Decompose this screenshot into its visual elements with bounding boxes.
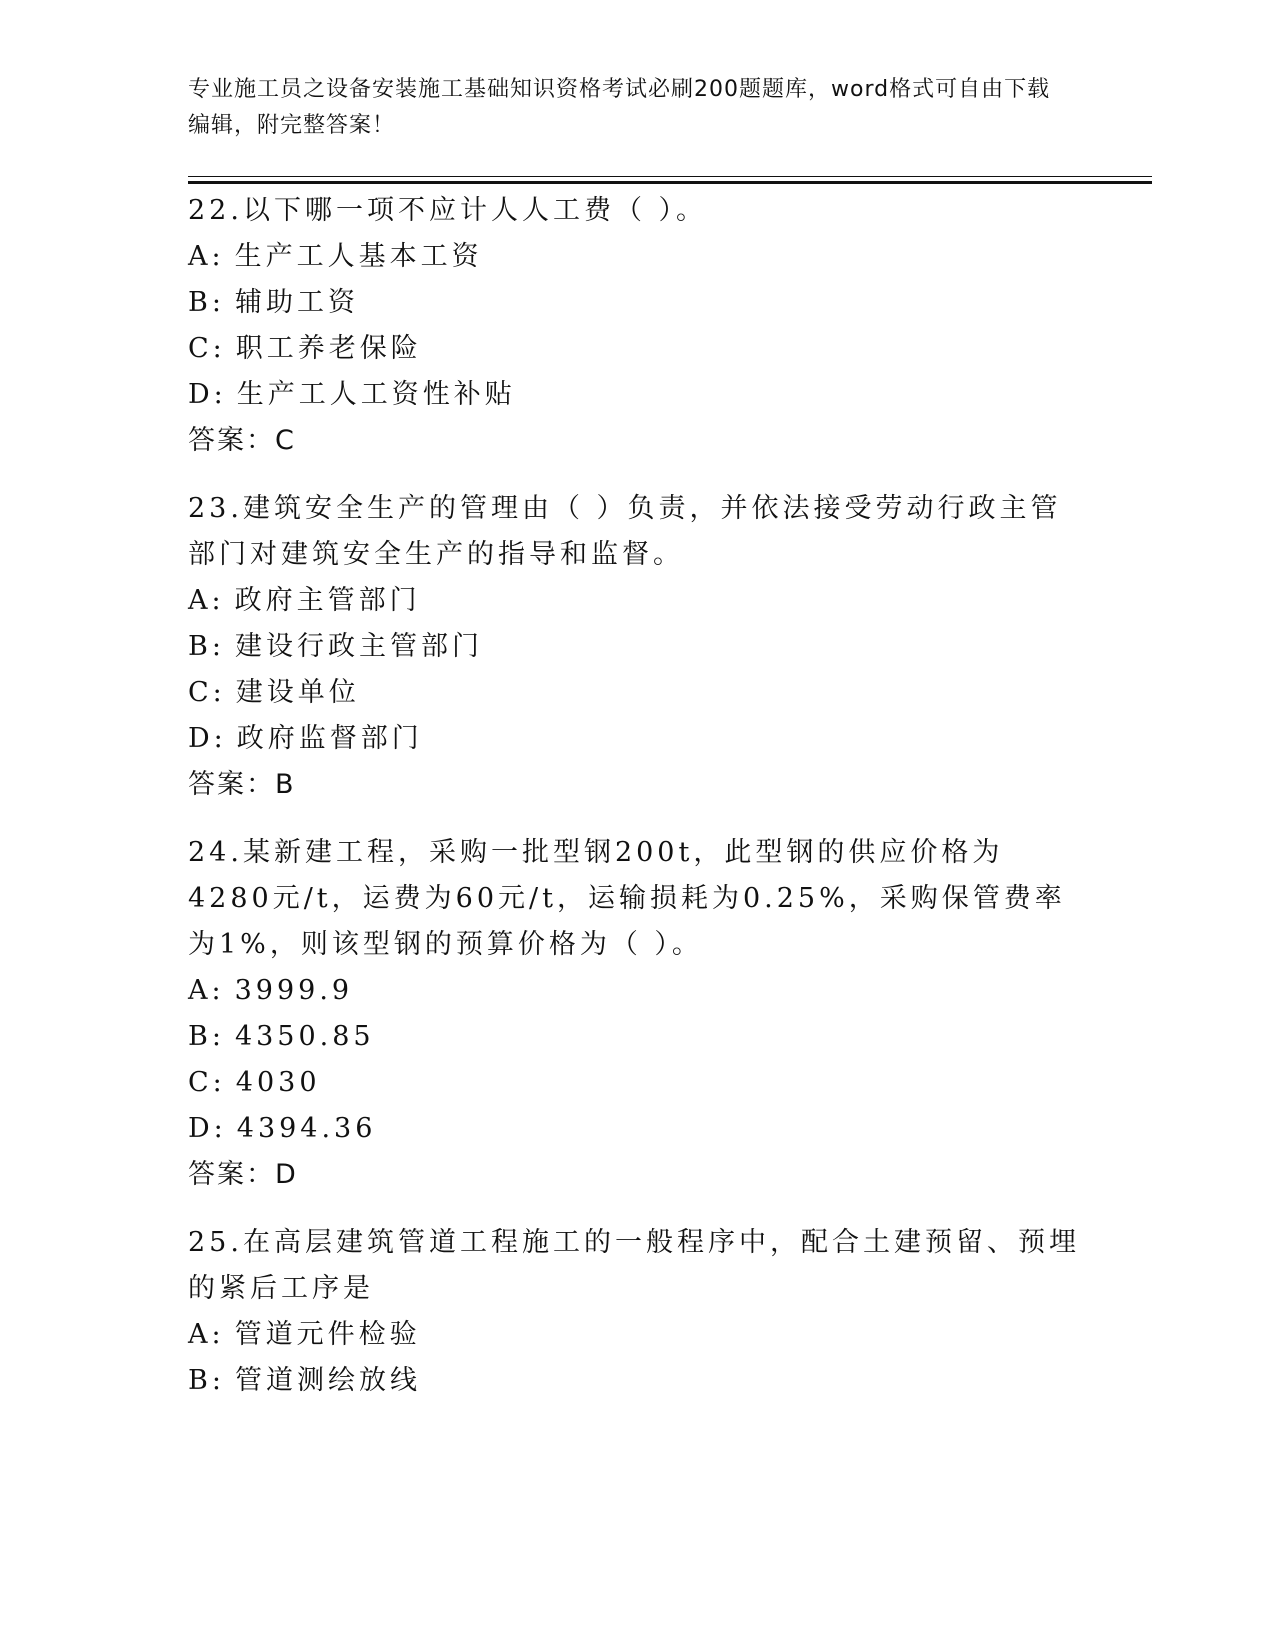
option-text: 4350.85 xyxy=(234,1021,375,1052)
option-text: 3999.9 xyxy=(234,975,354,1006)
question-text: 22.以下哪一项不应计人人工费（ ）。 xyxy=(188,195,708,226)
option-text: 管道元件检验 xyxy=(234,1319,421,1350)
option-c: C: 建设单位 xyxy=(188,670,1088,716)
option-text: 4394.36 xyxy=(236,1113,377,1144)
option-b: B: 辅助工资 xyxy=(188,280,1088,326)
option-key: D xyxy=(188,379,214,410)
answer-label: 答案：C xyxy=(188,425,296,456)
option-text: 政府主管部门 xyxy=(234,585,421,616)
option-text: 职工养老保险 xyxy=(235,333,422,364)
option-d: D: 政府监督部门 xyxy=(188,716,1088,762)
option-a: A: 管道元件检验 xyxy=(188,1312,1088,1358)
option-text: 4030 xyxy=(235,1067,321,1098)
answer-label: 答案：D xyxy=(188,1159,298,1190)
option-key: C xyxy=(188,677,213,708)
option-key: C xyxy=(188,1067,213,1098)
option-key: A xyxy=(188,585,212,616)
header-divider-thin xyxy=(188,176,1152,177)
option-text: 辅助工资 xyxy=(234,287,359,318)
option-d: D: 生产工人工资性补贴 xyxy=(188,372,1088,418)
option-text: 生产工人基本工资 xyxy=(234,241,483,272)
option-b: B: 管道测绘放线 xyxy=(188,1358,1088,1404)
option-text: 生产工人工资性补贴 xyxy=(236,379,516,410)
option-key: B xyxy=(188,287,212,318)
option-key: A xyxy=(188,975,212,1006)
question-text: 23.建筑安全生产的管理由（ ）负责，并依法接受劳动行政主管部门对建筑安全生产的指导和监督。 xyxy=(188,493,1062,570)
question-25 xyxy=(188,1220,1088,1404)
option-c: C: 职工养老保险 xyxy=(188,326,1088,372)
option-key: D xyxy=(188,723,214,754)
answer-label: 答案：B xyxy=(188,769,296,800)
question-22 xyxy=(188,188,1088,464)
option-key: B xyxy=(188,631,212,662)
option-key: B xyxy=(188,1365,212,1396)
option-key: B xyxy=(188,1021,212,1052)
question-text: 25.在高层建筑管道工程施工的一般程序中，配合土建预留、预埋的紧后工序是 xyxy=(188,1227,1080,1304)
option-text: 建设单位 xyxy=(235,677,360,708)
option-c: C: 4030 xyxy=(188,1060,1088,1106)
document-header: 专业施工员之设备安装施工基础知识资格考试必刷200题题库，word格式可自由下载编辑，附完整答案！ xyxy=(188,77,1051,138)
option-a: A: 生产工人基本工资 xyxy=(188,234,1088,280)
option-text: 政府监督部门 xyxy=(236,723,423,754)
option-d: D: 4394.36 xyxy=(188,1106,1088,1152)
option-text: 建设行政主管部门 xyxy=(234,631,483,662)
option-key: D xyxy=(188,1113,214,1144)
option-key: C xyxy=(188,333,213,364)
option-text: 管道测绘放线 xyxy=(234,1365,421,1396)
question-list xyxy=(188,188,1088,1426)
option-key: A xyxy=(188,1319,212,1350)
header-divider-thick xyxy=(188,181,1152,184)
option-b: B: 4350.85 xyxy=(188,1014,1088,1060)
question-text: 24.某新建工程，采购一批型钢200t，此型钢的供应价格为4280元/t，运费为60元/t，运输损耗为0.25%，采购保管费率为1%，则该型钢的预算价格为（ ）。 xyxy=(188,837,1066,960)
question-23 xyxy=(188,486,1088,808)
option-a: A: 政府主管部门 xyxy=(188,578,1088,624)
option-b: B: 建设行政主管部门 xyxy=(188,624,1088,670)
option-key: A xyxy=(188,241,212,272)
option-a: A: 3999.9 xyxy=(188,968,1088,1014)
question-24 xyxy=(188,830,1088,1198)
